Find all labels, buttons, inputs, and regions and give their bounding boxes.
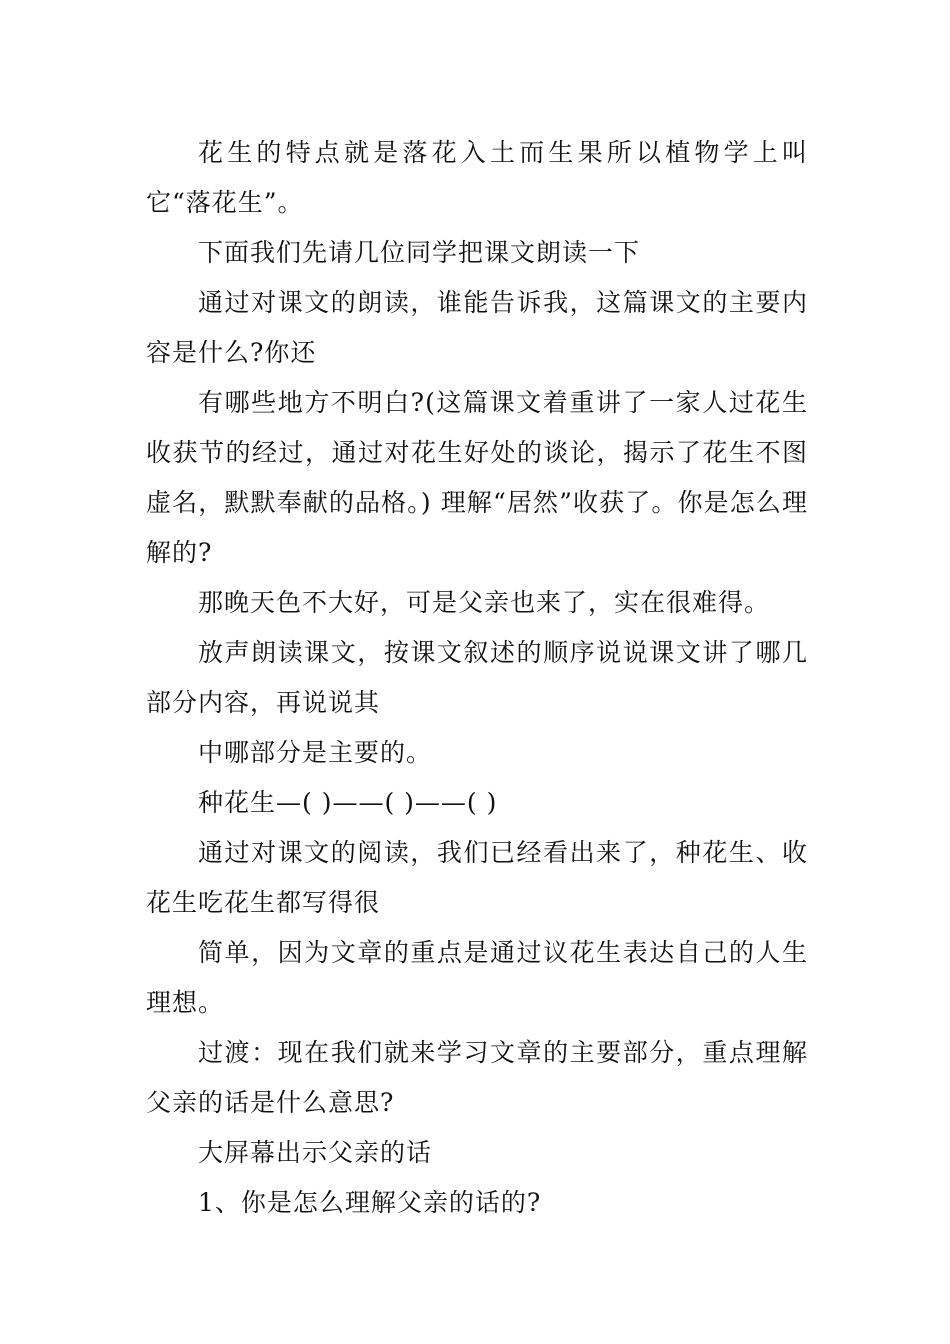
paragraph-13: 1、你是怎么理解父亲的话的? (198, 1188, 542, 1217)
paragraph-6: 放声朗读课文，按课文叙述的顺序说说课文讲了哪几部分内容，再说说其 (146, 638, 808, 717)
paragraph-4: 有哪些地方不明白?(这篇课文着重讲了一家人过花生收获节的经过，通过对花生好处的谈论，揭示了花生不图虚名，默默奉献的品格。) 理解“居然”收获了。你是怎么理解的? (146, 388, 808, 567)
paragraph-11: 过渡：现在我们就来学习文章的主要部分，重点理解父亲的话是什么意思? (146, 1038, 808, 1117)
paragraph-9: 通过对课文的阅读，我们已经看出来了，种花生、收花生吃花生都写得很 (146, 838, 808, 917)
paragraph-1: 花生的特点就是落花入土而生果所以植物学上叫它“落花生”。 (146, 138, 808, 217)
paragraph-10: 简单，因为文章的重点是通过议花生表达自己的人生理想。 (146, 938, 808, 1017)
paragraph-12: 大屏幕出示父亲的话 (198, 1138, 433, 1167)
paragraph-8: 种花生—( )——( )——( ) (198, 788, 498, 817)
paragraph-2: 下面我们先请几位同学把课文朗读一下 (198, 238, 641, 267)
paragraph-7: 中哪部分是主要的。 (198, 738, 433, 767)
paragraph-5: 那晚天色不大好，可是父亲也来了，实在很难得。 (198, 588, 771, 617)
paragraph-3: 通过对课文的朗读，谁能告诉我，这篇课文的主要内容是什么?你还 (146, 288, 808, 367)
document-body (146, 128, 808, 1228)
